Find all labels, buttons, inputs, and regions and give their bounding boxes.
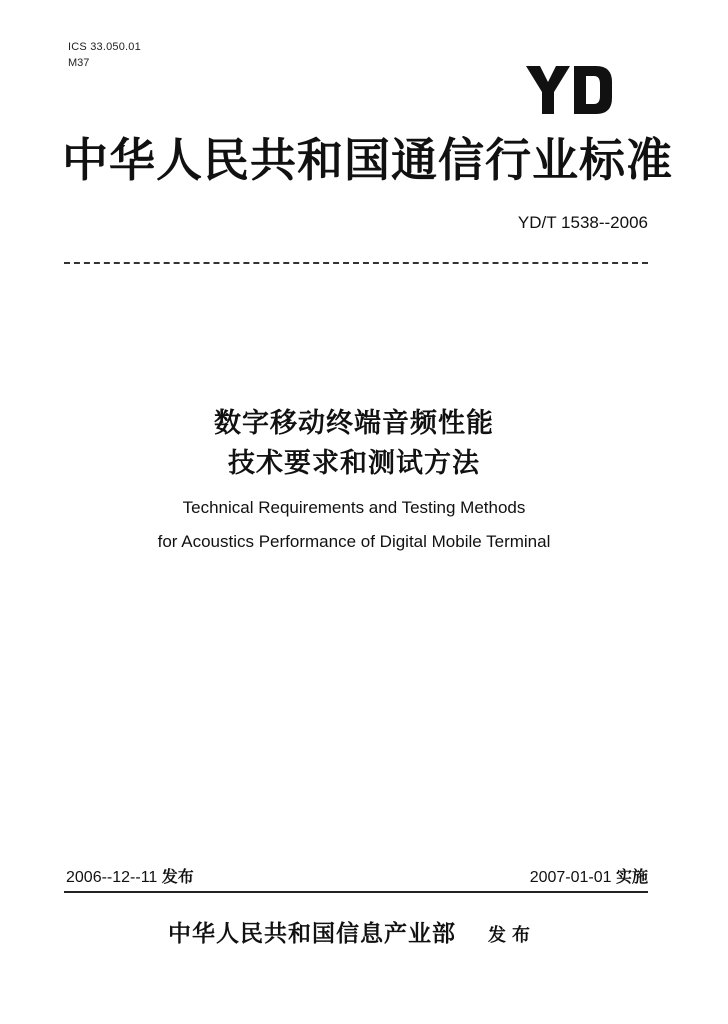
standard-number: YD/T 1538--2006	[517, 213, 648, 232]
top-divider	[64, 262, 648, 264]
issuer-suffix: 发布	[488, 925, 536, 946]
bottom-divider	[64, 891, 648, 893]
title-cn-line1: 数字移动终端音频性能	[214, 408, 494, 439]
yd-logo	[524, 62, 614, 118]
ccs-code: M37	[68, 57, 90, 69]
issuer-name: 中华人民共和国信息产业部	[168, 920, 456, 947]
implement-date-block	[530, 866, 648, 889]
title-en-line2: for Acoustics Performance of Digital Mobile Terminal	[157, 532, 551, 551]
issue-date-block	[66, 866, 194, 889]
title-cn-line2: 技术要求和测试方法	[228, 448, 480, 479]
ics-code: ICS 33.050.01	[68, 41, 141, 53]
logo-letter-d	[574, 66, 612, 114]
issue-label: 发布	[161, 867, 194, 886]
logo-letter-y	[526, 66, 570, 114]
issue-date: 2006--12--11	[66, 869, 158, 886]
standard-category-title: 中华人民共和国通信行业标准	[62, 133, 673, 187]
title-en-line1: Technical Requirements and Testing Methods	[182, 498, 526, 517]
implement-date: 2007-01-01	[529, 869, 612, 886]
implement-label: 实施	[615, 867, 648, 886]
